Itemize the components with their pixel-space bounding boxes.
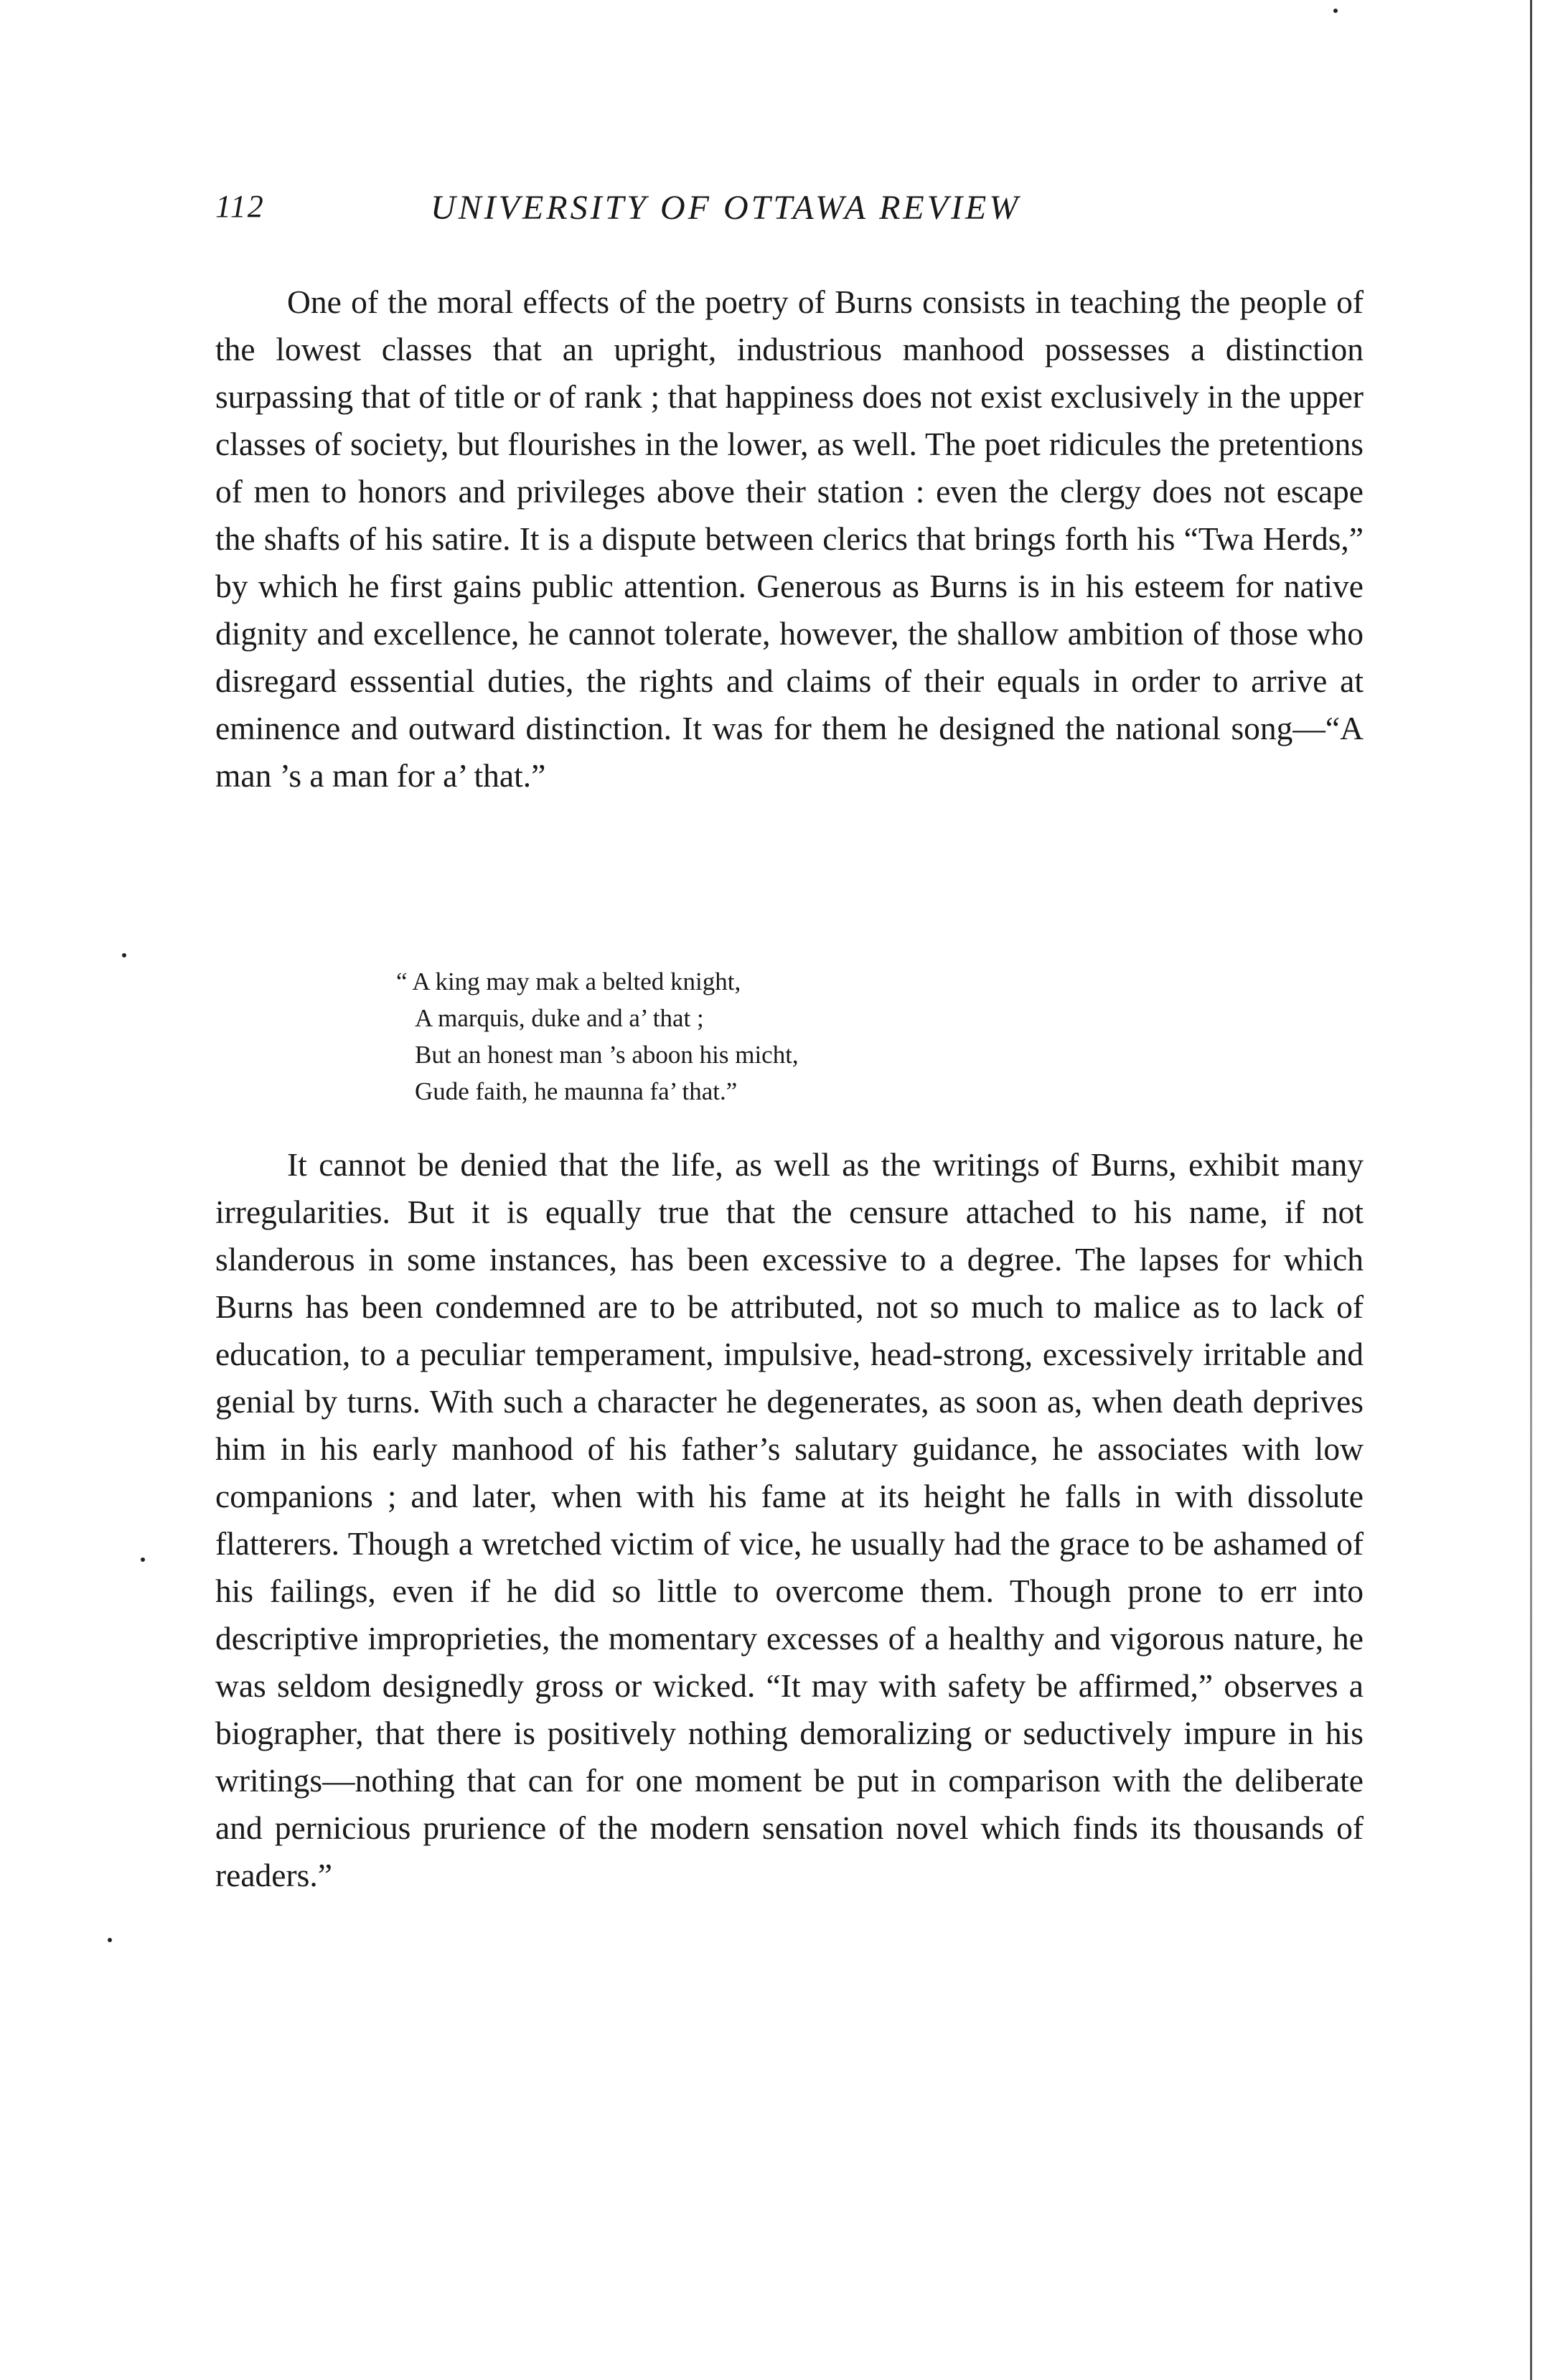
poem-quote: [396, 963, 1114, 1110]
poem-line-2: A marquis, duke and a’ that ;: [415, 1004, 704, 1032]
poem-line-1: “ A king may mak a belted knight,: [396, 968, 741, 995]
page-header: [215, 188, 1364, 238]
running-title: UNIVERSITY OF OTTAWA REVIEW: [431, 189, 1021, 227]
paragraph-1: One of the moral effects of the poetry of Burns consists in teaching the people of the lowest classes that an upright, industrious manhood possesses a distinction surpassing that of title or of rank ; that happiness does not exist exclusively in the upper classes of society, but flourishes in the lower, as well. The poet ridicules the pretentions of men to honors and privileges above their station : even the clergy does not escape the shafts of his satire. It is a dispute between clerics that brings forth his “Twa Herds,” by which he first gains public attention. Generous as Burns is in his esteem for native dignity and excellence, he cannot tolerate, however, the shallow ambition of those who disregard esssential duties, the rights and claims of their equals in order to arrive at eminence and outward distinction. It was for them he designed the national song—“A man ’s a man for a’ that.”: [215, 284, 1364, 794]
poem-line-4: Gude faith, he maunna fa’ that.”: [415, 1077, 738, 1105]
scan-page-edge: [1530, 0, 1532, 2380]
page-number: 112: [215, 189, 265, 224]
paragraph-2: It cannot be denied that the life, as well as the writings of Burns, exhibit many irregularities. But it is equally true that the censure attached to his name, if not slanderous in some instances, has been excessive to a degree. The lapses for which Burns has been condemned are to be attributed, not so much to malice as to lack of education, to a peculiar temperament, impulsive, head-strong, excessively irritable and genial by turns. With such a character he degenerates, as soon as, when death deprives him in his early manhood of his father’s salutary guidance, he associates with low companions ; and later, when with his fame at its height he falls in with dissolute flatterers. Though a wretched victim of vice, he usually had the grace to be ashamed of his failings, even if he did so little to overcome them. Though prone to err into descriptive improprieties, the momentary excesses of a healthy and vigorous nature, he was seldom designedly gross or wicked. “It may with safety be affirmed,” observes a biographer, that there is positively nothing demoralizing or seductively impure in his writings—nothing that can for one moment be put in comparison with the deliberate and pernicious prurience of the modern sensation novel which finds its thousands of readers.”: [215, 1146, 1364, 1893]
poem-line-3: But an honest man ’s aboon his micht,: [415, 1041, 799, 1069]
